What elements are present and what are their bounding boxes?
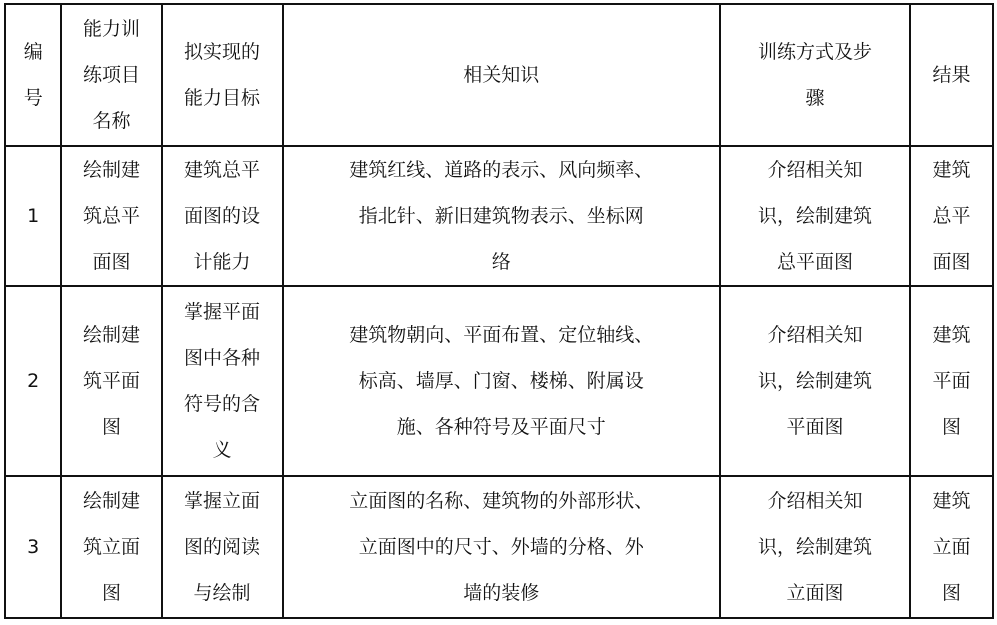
- knowledge-text: 立面图的名称、建筑物的外部形状、 立面图中的尺寸、外墙的分格、外: [349, 490, 654, 558]
- header-knowledge: 相关知识: [283, 4, 721, 146]
- cell-goal: 掌握平面 图中各种 符号的含 义: [162, 286, 283, 476]
- cell-num: 2: [5, 286, 61, 476]
- knowledge-text-end: 墙的装修: [463, 582, 540, 604]
- knowledge-text: 建筑红线、道路的表示、风向频率、 指北针、新旧建筑物表示、坐标网: [349, 159, 654, 227]
- cell-result: 建筑 总平 面图: [910, 146, 993, 286]
- cell-steps: 介绍相关知 识，绘制建筑 总平面图: [720, 146, 910, 286]
- header-steps: 训练方式及步 骤: [720, 4, 910, 146]
- cell-num: 3: [5, 476, 61, 618]
- table-header-row: [5, 4, 993, 146]
- cell-knowledge: [283, 476, 721, 618]
- cell-goal: 掌握立面 图的阅读 与绘制: [162, 476, 283, 618]
- cell-steps: 介绍相关知 识，绘制建筑 平面图: [720, 286, 910, 476]
- cell-name: 绘制建 筑立面 图: [61, 476, 161, 618]
- knowledge-text-end: 络: [491, 251, 511, 273]
- cell-steps: 介绍相关知 识，绘制建筑 立面图: [720, 476, 910, 618]
- training-table: [4, 3, 994, 619]
- header-name: 能力训 练项目 名称: [61, 4, 161, 146]
- cell-name: 绘制建 筑总平 面图: [61, 146, 161, 286]
- header-result: 结果: [910, 4, 993, 146]
- cell-result: 建筑 立面 图: [910, 476, 993, 618]
- table-row: [5, 286, 993, 476]
- cell-goal: 建筑总平 面图的设 计能力: [162, 146, 283, 286]
- header-num: 编 号: [5, 4, 61, 146]
- header-goal: 拟实现的 能力目标: [162, 4, 283, 146]
- table-row: [5, 476, 993, 618]
- cell-knowledge: [283, 146, 721, 286]
- table-row: [5, 146, 993, 286]
- cell-num: 1: [5, 146, 61, 286]
- cell-name: 绘制建 筑平面 图: [61, 286, 161, 476]
- cell-result: 建筑 平面 图: [910, 286, 993, 476]
- cell-knowledge: 建筑物朝向、平面布置、定位轴线、 标高、墙厚、门窗、楼梯、附属设 施、各种符号及平面尺寸: [283, 286, 721, 476]
